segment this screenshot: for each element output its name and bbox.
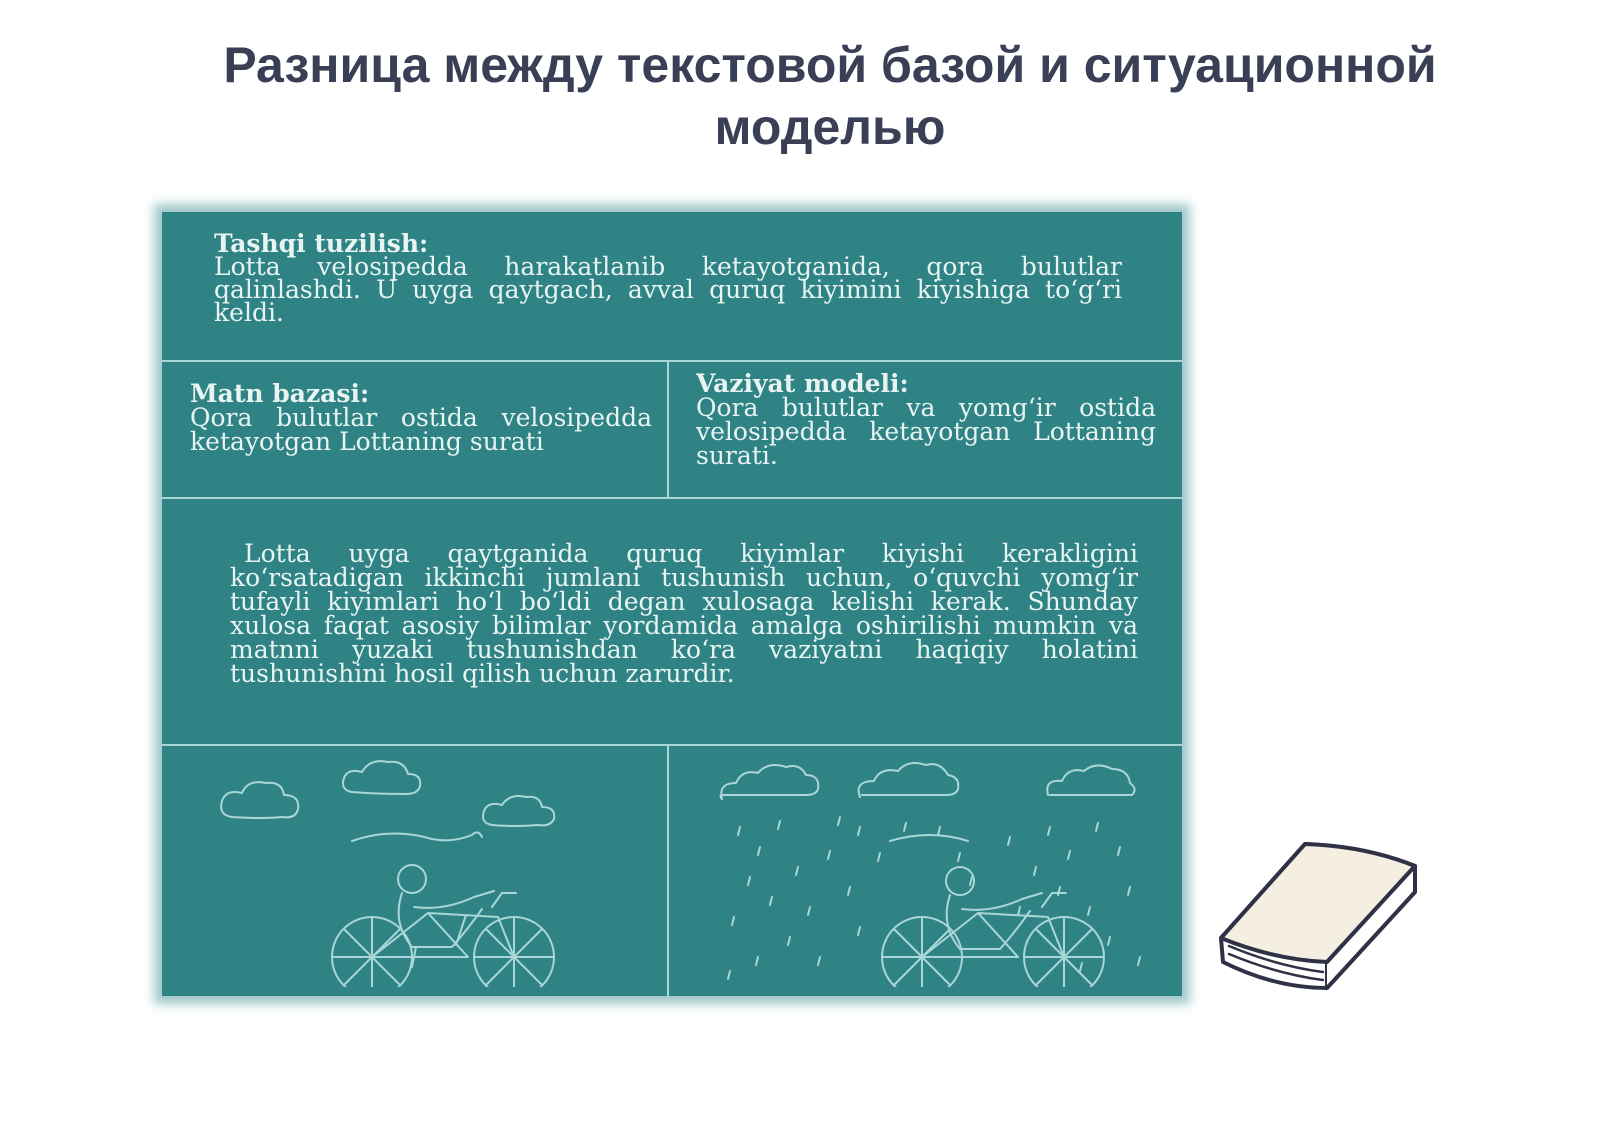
cyclist-clouds-illustration	[202, 757, 642, 987]
explanation-text: Lotta uyga qaytganida quruq kiyimlar kiyishi kerakligini ko‘rsatadigan ikkinchi jumlani tushunish uchun, o‘quvchi yomg‘ir tufayli kiyimlari ho‘l bo‘ldi degan xulosaga kelishi kerak. Shunday xulosa faqat asosiy bilimlar yordamida amalga oshirilishi mumkin va matnni yuzaki tushunishdan ko‘ra vaziyatni haqiqiy holatini tushunishini hosil qilish uchun zarurdir.	[230, 539, 1138, 688]
cloud-icon	[221, 782, 298, 818]
text-base-heading: Matn bazasi:	[190, 379, 370, 408]
text-base-block	[190, 379, 652, 456]
cloud-icon	[343, 761, 420, 794]
book-icon	[1215, 838, 1445, 1018]
outer-structure-heading: Tashqi tuzilish:	[214, 229, 429, 258]
divider-top	[162, 360, 1182, 362]
situation-model-text: Qora bulutlar va yomg‘ir ostida velosipedda ketayotgan Lottaning surati.	[696, 393, 1156, 470]
situation-model-block	[696, 369, 1156, 470]
rain-cloud-icon	[1047, 765, 1134, 795]
outer-structure-text: Lotta velosipedda harakatlanib ketayotganida, qora bulutlar qalinlashdi. U uyga qaytgach, avval quruq kiyimini kiyishiga to‘g‘ri keldi.	[214, 252, 1122, 327]
page-title: Разница между текстовой базой и ситуационной моделью	[223, 37, 1437, 155]
divider-vertical-lower	[667, 744, 669, 996]
cyclist-rain-illustration	[710, 757, 1150, 987]
cloud-icon	[483, 796, 554, 826]
comparison-panel	[162, 212, 1182, 996]
divider-lower	[162, 744, 1182, 746]
text-base-text: Qora bulutlar ostida velosipedda ketayotgan Lottaning surati	[190, 403, 652, 456]
rain-cloud-icon	[859, 763, 959, 797]
rain-cloud-icon	[720, 765, 818, 799]
divider-vertical-upper	[667, 360, 669, 498]
divider-middle	[162, 497, 1182, 499]
situation-model-heading: Vaziyat modeli:	[696, 369, 909, 398]
outer-structure-block	[214, 229, 1122, 327]
